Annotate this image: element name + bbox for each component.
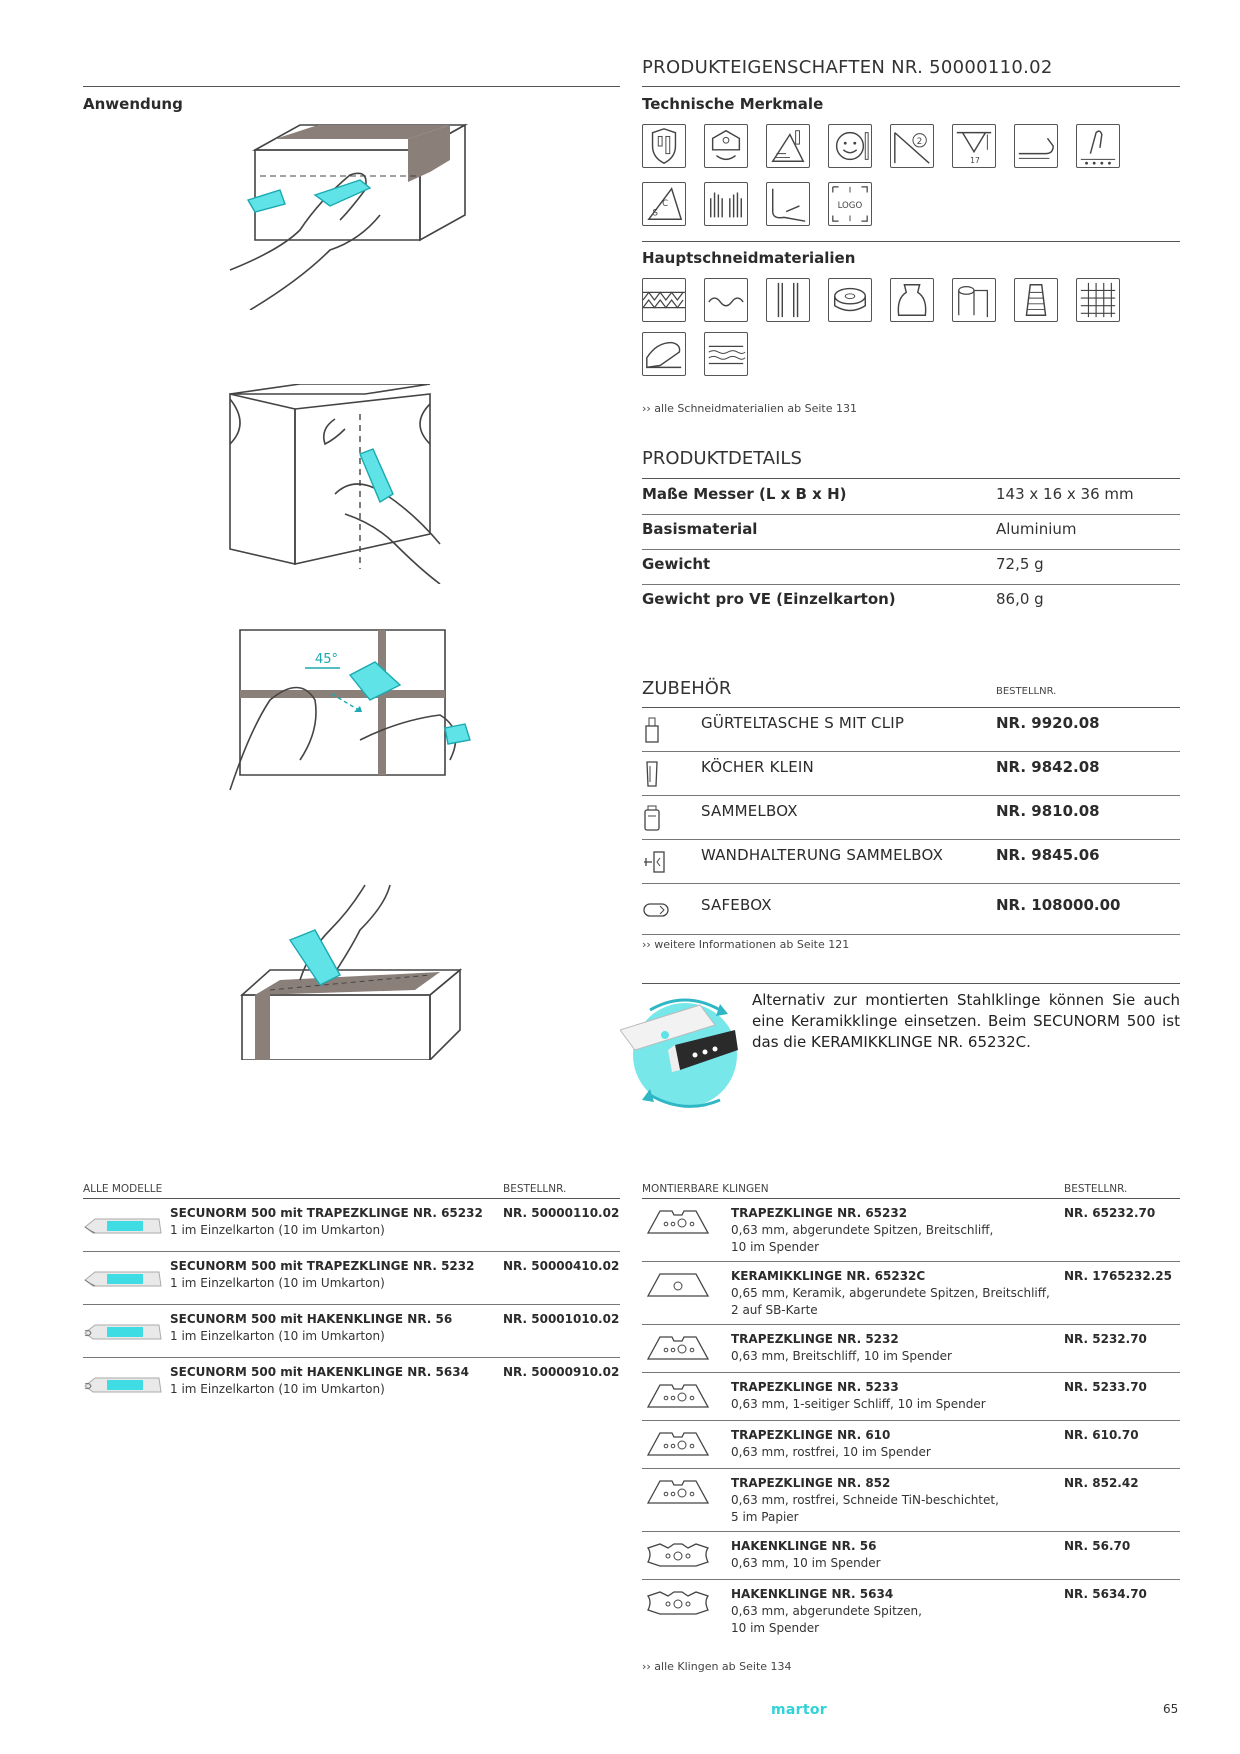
page-number: 65: [1163, 1702, 1179, 1716]
section-label-anwendung: Anwendung: [83, 95, 183, 113]
svg-text:17: 17: [970, 156, 980, 166]
blade-nr: NR. 56.70: [1064, 1539, 1131, 1553]
spec-label: Basismaterial: [642, 520, 758, 538]
accessory-row[interactable]: [642, 884, 1180, 935]
cutting-depth-17-icon: [952, 124, 996, 168]
accessory-name: GÜRTELTASCHE S MIT CLIP: [701, 714, 905, 732]
blade-nr: NR. 5232.70: [1064, 1332, 1147, 1346]
spec-value: 86,0 g: [996, 590, 1044, 608]
svg-text:C: C: [662, 198, 669, 209]
quiver-icon: [642, 760, 664, 788]
blade-title: KERAMIKKLINGE NR. 65232C: [731, 1269, 926, 1283]
ceramic-rule: [642, 983, 1180, 984]
accessories-link[interactable]: ›› weitere Informationen ab Seite 121: [642, 938, 850, 951]
slim-design-icon: [1014, 124, 1058, 168]
tape-icon: [828, 278, 872, 322]
model-nr: NR. 50000110.02: [503, 1206, 620, 1220]
model-desc: 1 im Einzelkarton (10 im Umkarton): [170, 1276, 385, 1290]
model-row[interactable]: [83, 1199, 620, 1252]
spec-value: 72,5 g: [996, 555, 1044, 573]
blade-desc: 10 im Spender: [731, 1621, 820, 1635]
blade-change-icon: [766, 124, 810, 168]
blade-title: HAKENKLINGE NR. 5634: [731, 1587, 894, 1601]
blade-nr: NR. 5233.70: [1064, 1380, 1147, 1394]
product-details-title: PRODUKTDETAILS: [642, 448, 802, 469]
blade-desc: 0,63 mm, abgerundete Spitzen, Breitschliff,: [731, 1223, 994, 1237]
product-properties-title: PRODUKTEIGENSCHAFTEN NR. 50000110.02: [642, 57, 1053, 78]
accessory-row[interactable]: [642, 708, 1180, 752]
spec-row-dimensions: [642, 479, 1180, 515]
blade-nr: NR. 1765232.25: [1064, 1269, 1172, 1283]
accessory-nr: NR. 9842.08: [996, 758, 1100, 776]
collection-box-icon: [642, 804, 664, 832]
right-top-rule: [642, 86, 1180, 87]
foam-icon: [704, 332, 748, 376]
models-header: ALLE MODELLE: [83, 1183, 163, 1195]
model-nr: NR. 50001010.02: [503, 1312, 620, 1326]
materials-rule: [642, 241, 1180, 242]
tech-features-label: Technische Merkmale: [642, 95, 824, 113]
knife-thumbnail: [83, 1264, 163, 1292]
spec-label: Gewicht: [642, 555, 711, 573]
blade-row[interactable]: [642, 1262, 1180, 1325]
belt-pouch-icon: [642, 716, 664, 744]
accessory-nr: NR. 9845.06: [996, 846, 1100, 864]
blade-desc: 0,63 mm, Breitschliff, 10 im Spender: [731, 1349, 952, 1363]
accessory-name: KÖCHER KLEIN: [701, 758, 814, 776]
knife-thumbnail: [83, 1370, 163, 1398]
spec-label: Maße Messer (L x B x H): [642, 485, 847, 503]
illustration-cut-package-side: [225, 384, 445, 584]
accessory-row[interactable]: [642, 840, 1180, 884]
paper-roll-icon: [952, 278, 996, 322]
svg-text:LOGO: LOGO: [837, 200, 863, 211]
model-desc: 1 im Einzelkarton (10 im Umkarton): [170, 1223, 385, 1237]
blade-row[interactable]: [642, 1199, 1180, 1262]
bags-icon: [890, 278, 934, 322]
blade-title: TRAPEZKLINGE NR. 5232: [731, 1332, 899, 1346]
safebox-icon: [642, 896, 670, 924]
accessory-nr: NR. 9920.08: [996, 714, 1100, 732]
blade-depth-icon: [890, 124, 934, 168]
models-col-header: BESTELLNR.: [503, 1183, 567, 1195]
illustration-cut-box-top: [220, 120, 480, 310]
blade-desc: 0,63 mm, abgerundete Spitzen,: [731, 1604, 922, 1618]
svg-text:2: 2: [916, 137, 923, 148]
accessory-name: SAMMELBOX: [701, 802, 798, 820]
knife-thumbnail: [83, 1317, 163, 1345]
spec-row-material: [642, 514, 1180, 550]
model-row[interactable]: [83, 1358, 620, 1410]
model-desc: 1 im Einzelkarton (10 im Umkarton): [170, 1382, 385, 1396]
blade-row[interactable]: [642, 1325, 1180, 1373]
blade-title: TRAPEZKLINGE NR. 610: [731, 1428, 891, 1442]
blade-desc: 0,63 mm, 1-seitiger Schliff, 10 im Spender: [731, 1397, 986, 1411]
thread-icon: [1014, 278, 1058, 322]
corrugated-cardboard-icon: [642, 278, 686, 322]
blade-desc: 10 im Spender: [731, 1240, 820, 1254]
blade-desc: 0,63 mm, 10 im Spender: [731, 1556, 881, 1570]
textile-icon: [1076, 278, 1120, 322]
film-icon: [704, 278, 748, 322]
model-title: SECUNORM 500 mit TRAPEZKLINGE NR. 65232: [170, 1206, 483, 1220]
blade-row[interactable]: [642, 1421, 1180, 1469]
materials-label: Hauptschneidmaterialien: [642, 249, 856, 267]
illustration-45-degree-cut: [220, 620, 480, 800]
model-title: SECUNORM 500 mit HAKENKLINGE NR. 56: [170, 1312, 453, 1326]
blades-link[interactable]: ›› alle Klingen ab Seite 134: [642, 1660, 792, 1673]
materials-link[interactable]: ›› alle Schneidmaterialien ab Seite 131: [642, 402, 857, 415]
blade-title: TRAPEZKLINGE NR. 65232: [731, 1206, 908, 1220]
left-top-rule: [83, 86, 620, 87]
blade-nr: NR. 852.42: [1064, 1476, 1139, 1490]
spec-label: Gewicht pro VE (Einzelkarton): [642, 590, 896, 608]
model-title: SECUNORM 500 mit TRAPEZKLINGE NR. 5232: [170, 1259, 475, 1273]
blade-title: HAKENKLINGE NR. 56: [731, 1539, 877, 1553]
spec-row-package-weight: [642, 584, 1180, 619]
illustration-cut-box-tape: [240, 880, 470, 1060]
accessory-name: SAFEBOX: [701, 896, 772, 914]
accessory-nr: NR. 108000.00: [996, 896, 1121, 914]
auto-retract-icon: [704, 124, 748, 168]
blade-nr: NR. 65232.70: [1064, 1206, 1156, 1220]
tape-cutter-icon: [766, 182, 810, 226]
svg-text:S: S: [652, 208, 658, 219]
straps-icon: [766, 278, 810, 322]
wall-holder-icon: [642, 848, 668, 876]
gloves-icon: [704, 182, 748, 226]
accessories-title: ZUBEHÖR: [642, 678, 732, 699]
ceramic-blade-illustration: [620, 990, 750, 1110]
blade-row[interactable]: [642, 1532, 1180, 1580]
blade-desc: 2 auf SB-Karte: [731, 1303, 818, 1317]
blade-desc: 5 im Papier: [731, 1510, 799, 1524]
spec-value: 143 x 16 x 36 mm: [996, 485, 1134, 503]
accessory-nr: NR. 9810.08: [996, 802, 1100, 820]
safety-shield-icon: [642, 124, 686, 168]
model-desc: 1 im Einzelkarton (10 im Umkarton): [170, 1329, 385, 1343]
footer-brand-logo: martor: [771, 1702, 827, 1718]
blade-desc: 0,63 mm, rostfrei, Schneide TiN-beschichtet,: [731, 1493, 999, 1507]
blades-header: MONTIERBARE KLINGEN: [642, 1183, 769, 1195]
angle-label: 45°: [315, 652, 339, 667]
model-row[interactable]: [83, 1305, 620, 1358]
ergonomic-smiley-icon: [828, 124, 872, 168]
blade-nr: NR. 610.70: [1064, 1428, 1139, 1442]
model-nr: NR. 50000910.02: [503, 1365, 620, 1379]
plastic-sheet-icon: [642, 332, 686, 376]
spec-value: Aluminium: [996, 520, 1077, 538]
touch-grip-icon: [1076, 124, 1120, 168]
blade-row[interactable]: [642, 1373, 1180, 1421]
blade-swap-icon: [642, 182, 686, 226]
model-nr: NR. 50000410.02: [503, 1259, 620, 1273]
accessory-row[interactable]: [642, 796, 1180, 840]
accessories-col-header: BESTELLNR.: [996, 686, 1057, 697]
accessory-name: WANDHALTERUNG SAMMELBOX: [701, 846, 944, 864]
knife-thumbnail: [83, 1211, 163, 1239]
spec-row-weight: [642, 549, 1180, 585]
logo-print-icon: [828, 182, 872, 226]
blade-nr: NR. 5634.70: [1064, 1587, 1147, 1601]
blade-row[interactable]: [642, 1580, 1180, 1642]
blade-desc: 0,63 mm, rostfrei, 10 im Spender: [731, 1445, 931, 1459]
blade-title: TRAPEZKLINGE NR. 852: [731, 1476, 891, 1490]
blade-title: TRAPEZKLINGE NR. 5233: [731, 1380, 899, 1394]
blade-desc: 0,65 mm, Keramik, abgerundete Spitzen, Breitschliff,: [731, 1286, 1050, 1300]
blades-col-header: BESTELLNR.: [1064, 1183, 1128, 1195]
model-row[interactable]: [83, 1252, 620, 1305]
accessory-row[interactable]: [642, 752, 1180, 796]
blade-row[interactable]: [642, 1469, 1180, 1532]
model-title: SECUNORM 500 mit HAKENKLINGE NR. 5634: [170, 1365, 469, 1379]
ceramic-note: Alternativ zur montierten Stahlklinge können Sie auch eine Keramikklinge einsetzen. Beim SECUNORM 500 ist das die KERAMIKKLINGE NR. 65232C.: [752, 991, 1180, 1051]
